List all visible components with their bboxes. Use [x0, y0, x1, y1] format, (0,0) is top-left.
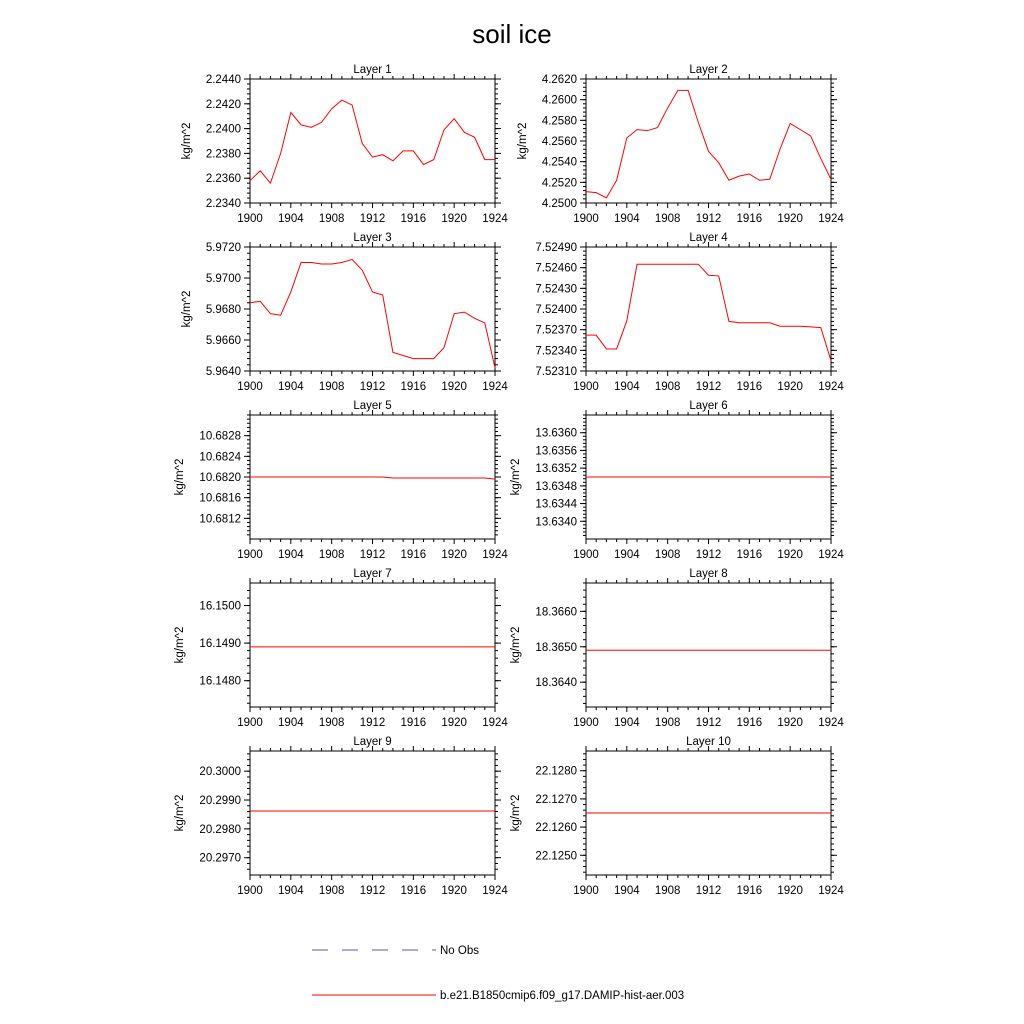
x-tick-label: 1900 — [237, 717, 263, 729]
x-tick-label: 1904 — [278, 213, 304, 225]
y-tick-label: 22.1280 — [535, 765, 577, 778]
x-tick-label: 1900 — [573, 381, 599, 393]
y-tick-label: 16.1480 — [199, 675, 241, 688]
panel-layer-9 — [174, 736, 508, 897]
y-tick-label: 4.2540 — [541, 156, 577, 169]
x-tick-label: 1900 — [573, 885, 599, 897]
x-tick-label: 1924 — [818, 885, 844, 897]
x-tick-label: 1916 — [400, 381, 427, 393]
plot-frame — [250, 583, 495, 707]
y-tick-label: 13.6360 — [535, 427, 577, 440]
x-tick-label: 1912 — [359, 549, 386, 561]
y-tick-label: 2.2360 — [205, 173, 241, 186]
x-tick-label: 1916 — [400, 717, 427, 729]
legend-model-label: b.e21.B1850cmip6.f09_g17.DAMIP-hist-aer.003 — [440, 990, 685, 1002]
x-tick-label: 1908 — [318, 549, 345, 561]
y-tick-label: 2.2340 — [205, 198, 241, 210]
x-tick-label: 1900 — [237, 549, 263, 561]
y-tick-label: 20.2980 — [199, 823, 241, 836]
x-tick-label: 1920 — [777, 213, 803, 225]
y-tick-label: 16.1500 — [199, 600, 241, 613]
y-tick-label: 10.6824 — [199, 451, 241, 464]
panel-layer-5 — [174, 400, 508, 561]
plot-frame — [250, 79, 495, 203]
y-tick-label: 18.3650 — [535, 641, 577, 654]
series-line — [250, 259, 495, 368]
x-tick-label: 1916 — [736, 885, 763, 897]
x-tick-label: 1904 — [614, 885, 640, 897]
x-tick-label: 1924 — [482, 717, 508, 729]
panel-layer-4 — [535, 232, 844, 393]
panel-layer-2 — [517, 64, 844, 225]
x-tick-label: 1900 — [237, 213, 263, 225]
x-tick-label: 1916 — [400, 549, 427, 561]
y-tick-label: 5.9680 — [205, 304, 241, 316]
y-tick-label: 18.3660 — [535, 606, 577, 619]
x-tick-label: 1912 — [359, 381, 386, 393]
x-tick-label: 1920 — [777, 885, 803, 897]
panel-title: Layer 10 — [686, 736, 731, 748]
y-tick-label: 4.2600 — [541, 94, 577, 107]
x-tick-label: 1916 — [736, 549, 763, 561]
y-tick-label: 7.52430 — [535, 283, 577, 296]
x-tick-label: 1900 — [573, 717, 599, 729]
x-tick-label: 1904 — [278, 381, 304, 393]
y-tick-label: 2.2440 — [205, 74, 241, 86]
panel-title: Layer 7 — [353, 568, 392, 580]
plot-frame — [586, 247, 831, 371]
x-tick-label: 1912 — [359, 213, 386, 225]
series-line — [586, 90, 831, 197]
x-tick-label: 1916 — [400, 885, 427, 897]
y-tick-label: 2.2380 — [205, 148, 241, 161]
figure-title: soil ice — [472, 19, 552, 49]
y-tick-label: 13.6356 — [535, 445, 577, 458]
y-axis-label: kg/m^2 — [181, 122, 193, 160]
x-tick-label: 1924 — [818, 381, 844, 393]
y-tick-label: 5.9720 — [205, 242, 241, 254]
y-tick-label: 7.52340 — [535, 345, 577, 358]
x-tick-label: 1908 — [654, 717, 681, 729]
x-tick-label: 1908 — [654, 213, 681, 225]
x-tick-label: 1924 — [482, 549, 508, 561]
x-tick-label: 1904 — [614, 381, 640, 393]
legend — [312, 945, 684, 1002]
y-tick-label: 4.2500 — [541, 198, 577, 210]
panel-title: Layer 8 — [689, 568, 728, 580]
y-axis-label: kg/m^2 — [174, 458, 186, 496]
x-tick-label: 1924 — [818, 717, 844, 729]
x-tick-label: 1916 — [736, 213, 763, 225]
y-tick-label: 2.2420 — [205, 98, 241, 111]
x-tick-label: 1908 — [318, 381, 345, 393]
plot-frame — [250, 751, 495, 875]
x-tick-label: 1912 — [695, 717, 722, 729]
y-tick-label: 4.2520 — [541, 177, 577, 190]
y-tick-label: 13.6348 — [535, 480, 577, 493]
series-line — [250, 100, 495, 183]
y-tick-label: 13.6344 — [535, 498, 577, 511]
panel-title: Layer 6 — [689, 400, 728, 412]
panel-layer-7 — [174, 568, 508, 729]
y-tick-label: 20.2970 — [199, 852, 241, 865]
y-tick-label: 22.1260 — [535, 822, 577, 835]
x-tick-label: 1908 — [318, 885, 345, 897]
x-tick-label: 1904 — [614, 717, 640, 729]
x-tick-label: 1924 — [818, 213, 844, 225]
y-axis-label: kg/m^2 — [510, 458, 522, 496]
x-tick-label: 1920 — [441, 213, 467, 225]
x-tick-label: 1920 — [777, 717, 803, 729]
y-tick-label: 22.1250 — [535, 850, 577, 863]
x-tick-label: 1904 — [614, 549, 640, 561]
x-tick-label: 1908 — [654, 381, 681, 393]
y-tick-label: 4.2620 — [541, 74, 577, 86]
plot-frame — [586, 79, 831, 203]
y-tick-label: 20.2990 — [199, 795, 241, 808]
y-axis-label: kg/m^2 — [517, 122, 529, 160]
y-tick-label: 10.6820 — [199, 472, 241, 484]
panel-layer-8 — [510, 568, 844, 729]
x-tick-label: 1908 — [318, 717, 345, 729]
y-tick-label: 7.52400 — [535, 304, 577, 316]
x-tick-label: 1924 — [482, 381, 508, 393]
series-line — [586, 264, 831, 360]
x-tick-label: 1912 — [695, 381, 722, 393]
y-tick-label: 2.2400 — [205, 123, 241, 136]
y-tick-label: 7.52310 — [535, 366, 577, 378]
x-tick-label: 1900 — [237, 885, 263, 897]
panels-grid — [174, 64, 844, 897]
x-tick-label: 1908 — [654, 549, 681, 561]
panel-title: Layer 3 — [353, 232, 392, 244]
panel-layer-10 — [510, 736, 844, 897]
y-tick-label: 7.52490 — [535, 242, 577, 254]
x-tick-label: 1920 — [441, 549, 467, 561]
x-tick-label: 1920 — [441, 885, 467, 897]
y-tick-label: 7.52460 — [535, 262, 577, 275]
x-tick-label: 1908 — [318, 213, 345, 225]
x-tick-label: 1904 — [278, 885, 304, 897]
plot-frame — [586, 583, 831, 707]
x-tick-label: 1912 — [695, 213, 722, 225]
y-tick-label: 20.3000 — [199, 766, 241, 779]
y-tick-label: 10.6816 — [199, 492, 241, 505]
panel-layer-1 — [181, 64, 508, 225]
y-tick-label: 13.6340 — [535, 516, 577, 529]
panel-title: Layer 4 — [689, 232, 728, 244]
x-tick-label: 1920 — [777, 381, 803, 393]
panel-title: Layer 5 — [353, 400, 392, 412]
y-tick-label: 16.1490 — [199, 638, 241, 651]
y-tick-label: 5.9660 — [205, 335, 241, 347]
y-axis-label: kg/m^2 — [181, 290, 193, 328]
x-tick-label: 1904 — [614, 213, 640, 225]
y-tick-label: 5.9640 — [205, 366, 241, 378]
panel-title: Layer 1 — [353, 64, 392, 76]
x-tick-label: 1920 — [441, 381, 467, 393]
x-tick-label: 1920 — [777, 549, 803, 561]
y-axis-label: kg/m^2 — [174, 626, 186, 664]
x-tick-label: 1900 — [573, 213, 599, 225]
y-tick-label: 13.6352 — [535, 463, 577, 476]
x-tick-label: 1912 — [359, 885, 386, 897]
plot-frame — [250, 247, 495, 371]
y-tick-label: 4.2580 — [541, 115, 577, 128]
y-tick-label: 10.6812 — [199, 513, 241, 526]
x-tick-label: 1904 — [278, 549, 304, 561]
series-line — [250, 477, 495, 479]
x-tick-label: 1916 — [736, 717, 763, 729]
y-tick-label: 7.52370 — [535, 324, 577, 337]
x-tick-label: 1924 — [482, 885, 508, 897]
x-tick-label: 1912 — [695, 549, 722, 561]
x-tick-label: 1916 — [736, 381, 763, 393]
panel-title: Layer 2 — [689, 64, 728, 76]
y-tick-label: 5.9700 — [205, 273, 241, 285]
x-tick-label: 1908 — [654, 885, 681, 897]
y-tick-label: 18.3640 — [535, 677, 577, 690]
x-tick-label: 1900 — [237, 381, 263, 393]
x-tick-label: 1912 — [695, 885, 722, 897]
y-axis-label: kg/m^2 — [174, 794, 186, 832]
x-tick-label: 1920 — [441, 717, 467, 729]
y-tick-label: 4.2560 — [541, 136, 577, 148]
panel-title: Layer 9 — [353, 736, 392, 748]
x-tick-label: 1904 — [278, 717, 304, 729]
y-tick-label: 10.6828 — [199, 430, 241, 443]
y-axis-label: kg/m^2 — [510, 794, 522, 832]
x-tick-label: 1924 — [482, 213, 508, 225]
x-tick-label: 1916 — [400, 213, 427, 225]
x-tick-label: 1912 — [359, 717, 386, 729]
legend-no-obs-label: No Obs — [440, 945, 479, 957]
panel-layer-6 — [510, 400, 844, 561]
y-tick-label: 22.1270 — [535, 793, 577, 806]
x-tick-label: 1900 — [573, 549, 599, 561]
x-tick-label: 1924 — [818, 549, 844, 561]
y-axis-label: kg/m^2 — [510, 626, 522, 664]
panel-layer-3 — [181, 232, 508, 393]
